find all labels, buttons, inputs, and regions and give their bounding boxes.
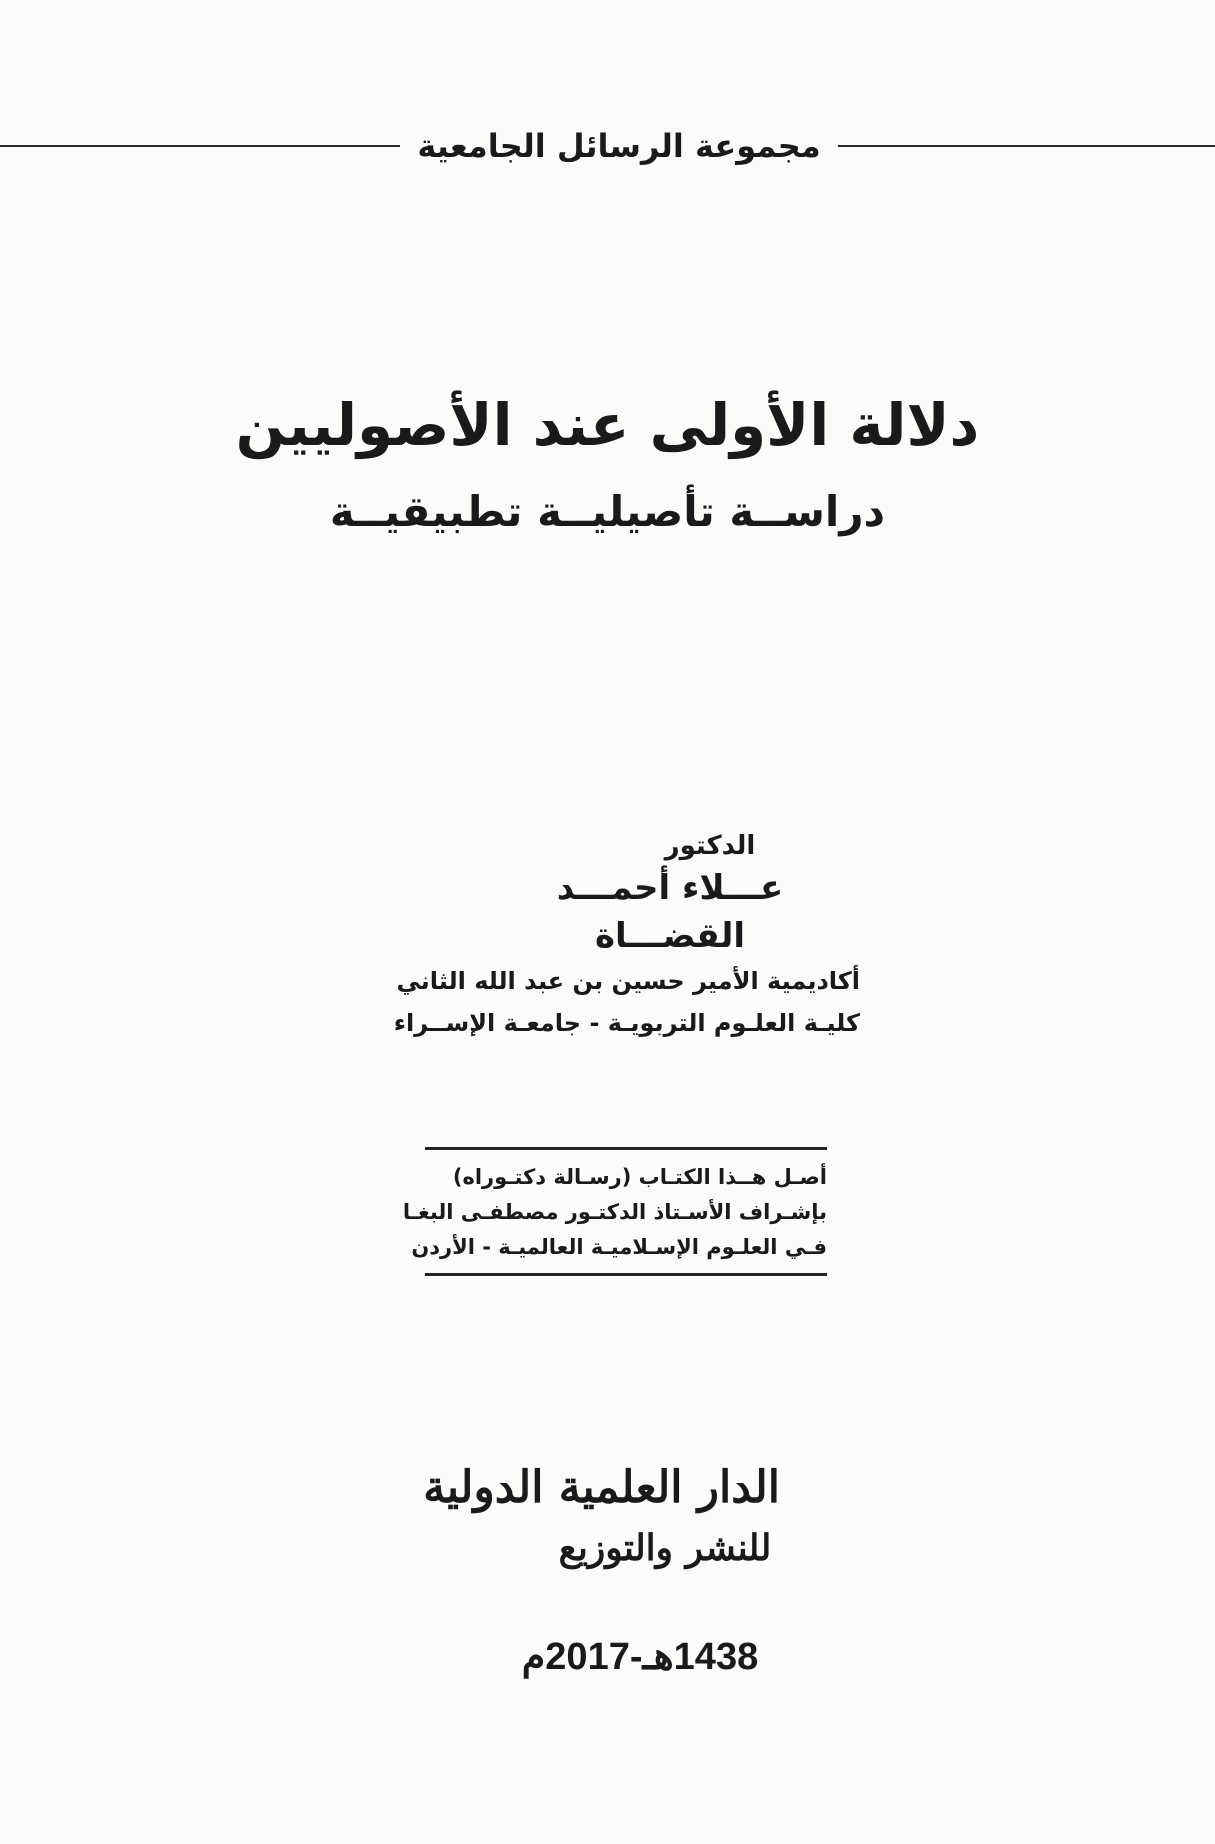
thesis-note-line: بإشـراف الأسـتاذ الدكتـور مصطفـى البغـا <box>402 1200 827 1224</box>
publisher-tagline: للنشر والتوزيع <box>558 1527 772 1569</box>
thesis-note-line: فـي العلـوم الإسـلاميـة العالميـة - الأردن <box>411 1235 827 1259</box>
series-rule-left <box>0 145 400 147</box>
author-name: عـــلاء أحمـــد القضـــاة <box>556 868 784 956</box>
book-title: دلالة الأولى عند الأصوليين <box>235 391 980 459</box>
thesis-note-box <box>402 1147 827 1276</box>
publication-year: 1438هـ-2017م <box>521 1636 759 1678</box>
book-subtitle: دراســة تأصيليــة تطبيقيــة <box>329 487 886 536</box>
series-title: مجموعة الرسائل الجامعية <box>417 127 821 165</box>
series-header <box>0 126 1215 166</box>
series-rule-right <box>838 145 1215 147</box>
author-block <box>380 828 860 1044</box>
thesis-note-line: أصـل هــذا الكتـاب (رسـالة دكتـوراه) <box>452 1165 827 1189</box>
publisher-name: الدار العلمية الدولية <box>423 1462 780 1513</box>
author-affiliation-academy: أكاديمية الأمير حسين بن عبد الله الثاني <box>396 967 860 995</box>
author-honorific: الدكتور <box>664 831 756 861</box>
publisher-logo <box>423 1456 780 1576</box>
author-affiliation-university: كليـة العلـوم التربويـة - جامعـة الإســراء <box>393 1009 860 1037</box>
